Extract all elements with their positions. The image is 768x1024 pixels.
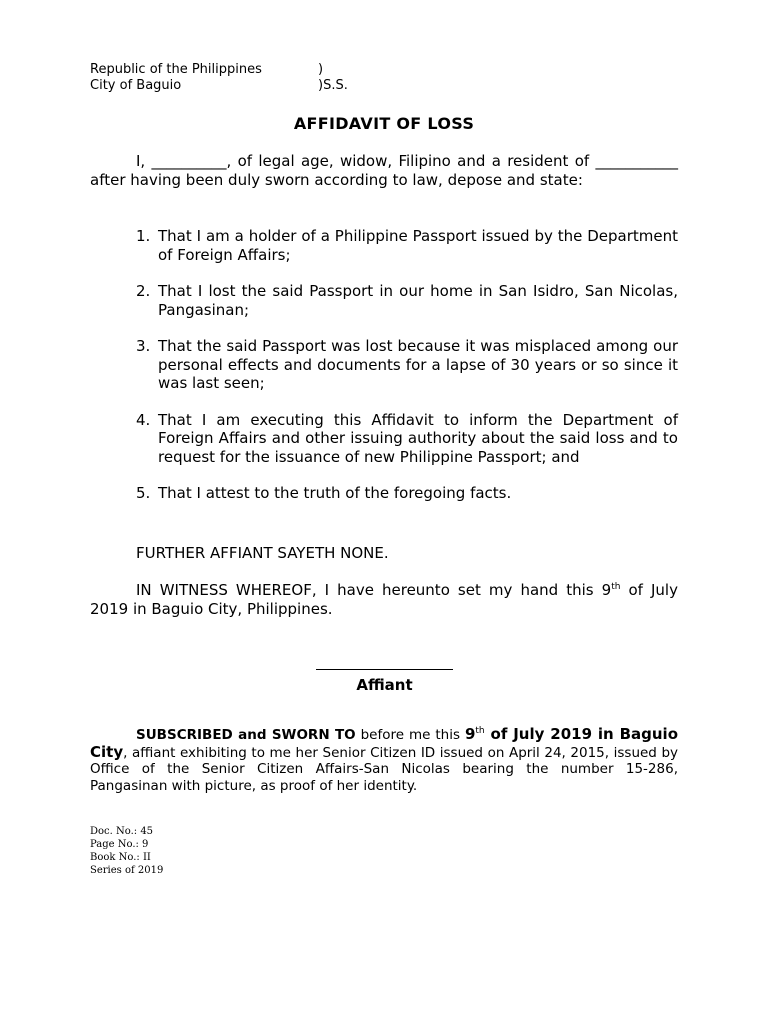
signature-line	[316, 669, 453, 670]
list-item	[90, 282, 678, 319]
intro-part-2: ___________ after having been duly sworn according to law, depose and state:	[90, 152, 678, 189]
page-number: Page No.: 9	[90, 839, 149, 850]
caption-city: City of Baguio	[90, 78, 182, 93]
list-item	[90, 227, 678, 264]
further-affiant-line: FURTHER AFFIANT SAYETH NONE.	[136, 544, 389, 562]
series-year: Series of 2019	[90, 865, 164, 876]
statement-list	[90, 227, 678, 521]
witness-part-1: IN WITNESS WHEREOF, I have hereunto set my hand this 9	[136, 581, 612, 599]
witness-part-2: of July 2019 in Baguio City, Philippines.	[90, 581, 678, 618]
doc-number: Doc. No.: 45	[90, 826, 154, 837]
jurat-superscript: th	[475, 726, 485, 736]
item-number: 5.	[136, 484, 151, 502]
caption-paren: )	[318, 62, 324, 77]
item-text: That I lost the said Passport in our home in San Isidro, San Nicolas, Pangasinan;	[158, 282, 678, 319]
jurat-rest: , affiant exhibiting to me her Senior Citizen ID issued on April 24, 2015, issued by Office of the Senior Citizen Affairs-San Nicolas bearing the number 15-286, Pangasinan with picture, as proof of her identity.	[90, 744, 678, 794]
intro-text	[90, 152, 678, 190]
notarial-register	[90, 825, 163, 877]
item-number: 1.	[136, 227, 151, 245]
caption-ss: )S.S.	[318, 78, 348, 93]
caption-row-republic	[90, 62, 324, 78]
list-item	[90, 337, 678, 393]
jurat-day: 9	[464, 725, 476, 743]
jurat-date: of July 2019 in Baguio City	[90, 725, 679, 761]
item-number: 4.	[136, 410, 151, 429]
intro-part-1: I, __________, of legal age, widow, Filipino and a resident of	[136, 152, 590, 170]
affiant-label: Affiant	[356, 676, 413, 694]
list-item	[90, 411, 678, 467]
document-title: AFFIDAVIT OF LOSS	[293, 114, 475, 133]
book-number: Book No.: II	[90, 852, 151, 863]
intro-paragraph	[90, 152, 678, 190]
item-text: That I attest to the truth of the foregoing facts.	[158, 484, 512, 502]
witness-paragraph	[90, 581, 678, 619]
item-number: 3.	[136, 337, 151, 355]
item-text: That I am a holder of a Philippine Passport issued by the Department of Foreign Affairs;	[158, 227, 678, 264]
witness-superscript: th	[611, 582, 621, 592]
item-text: That I am executing this Affidavit to inform the Department of Foreign Affairs and other issuing authority about the said loss and to request for the issuance of new Philippine Passport; and	[158, 410, 678, 466]
jurat-mid: before me this	[355, 727, 465, 743]
jurat-lead: SUBSCRIBED and SWORN TO	[136, 727, 356, 743]
item-text: That the said Passport was lost because it was misplaced among our personal effects and documents for a lapse of 30 years or so since it was last seen;	[158, 337, 678, 392]
caption-republic: Republic of the Philippines	[90, 62, 262, 77]
item-number: 2.	[136, 282, 151, 300]
list-item	[90, 484, 678, 503]
venue-caption	[90, 62, 348, 94]
caption-row-city	[90, 78, 348, 94]
jurat-paragraph	[90, 726, 678, 794]
